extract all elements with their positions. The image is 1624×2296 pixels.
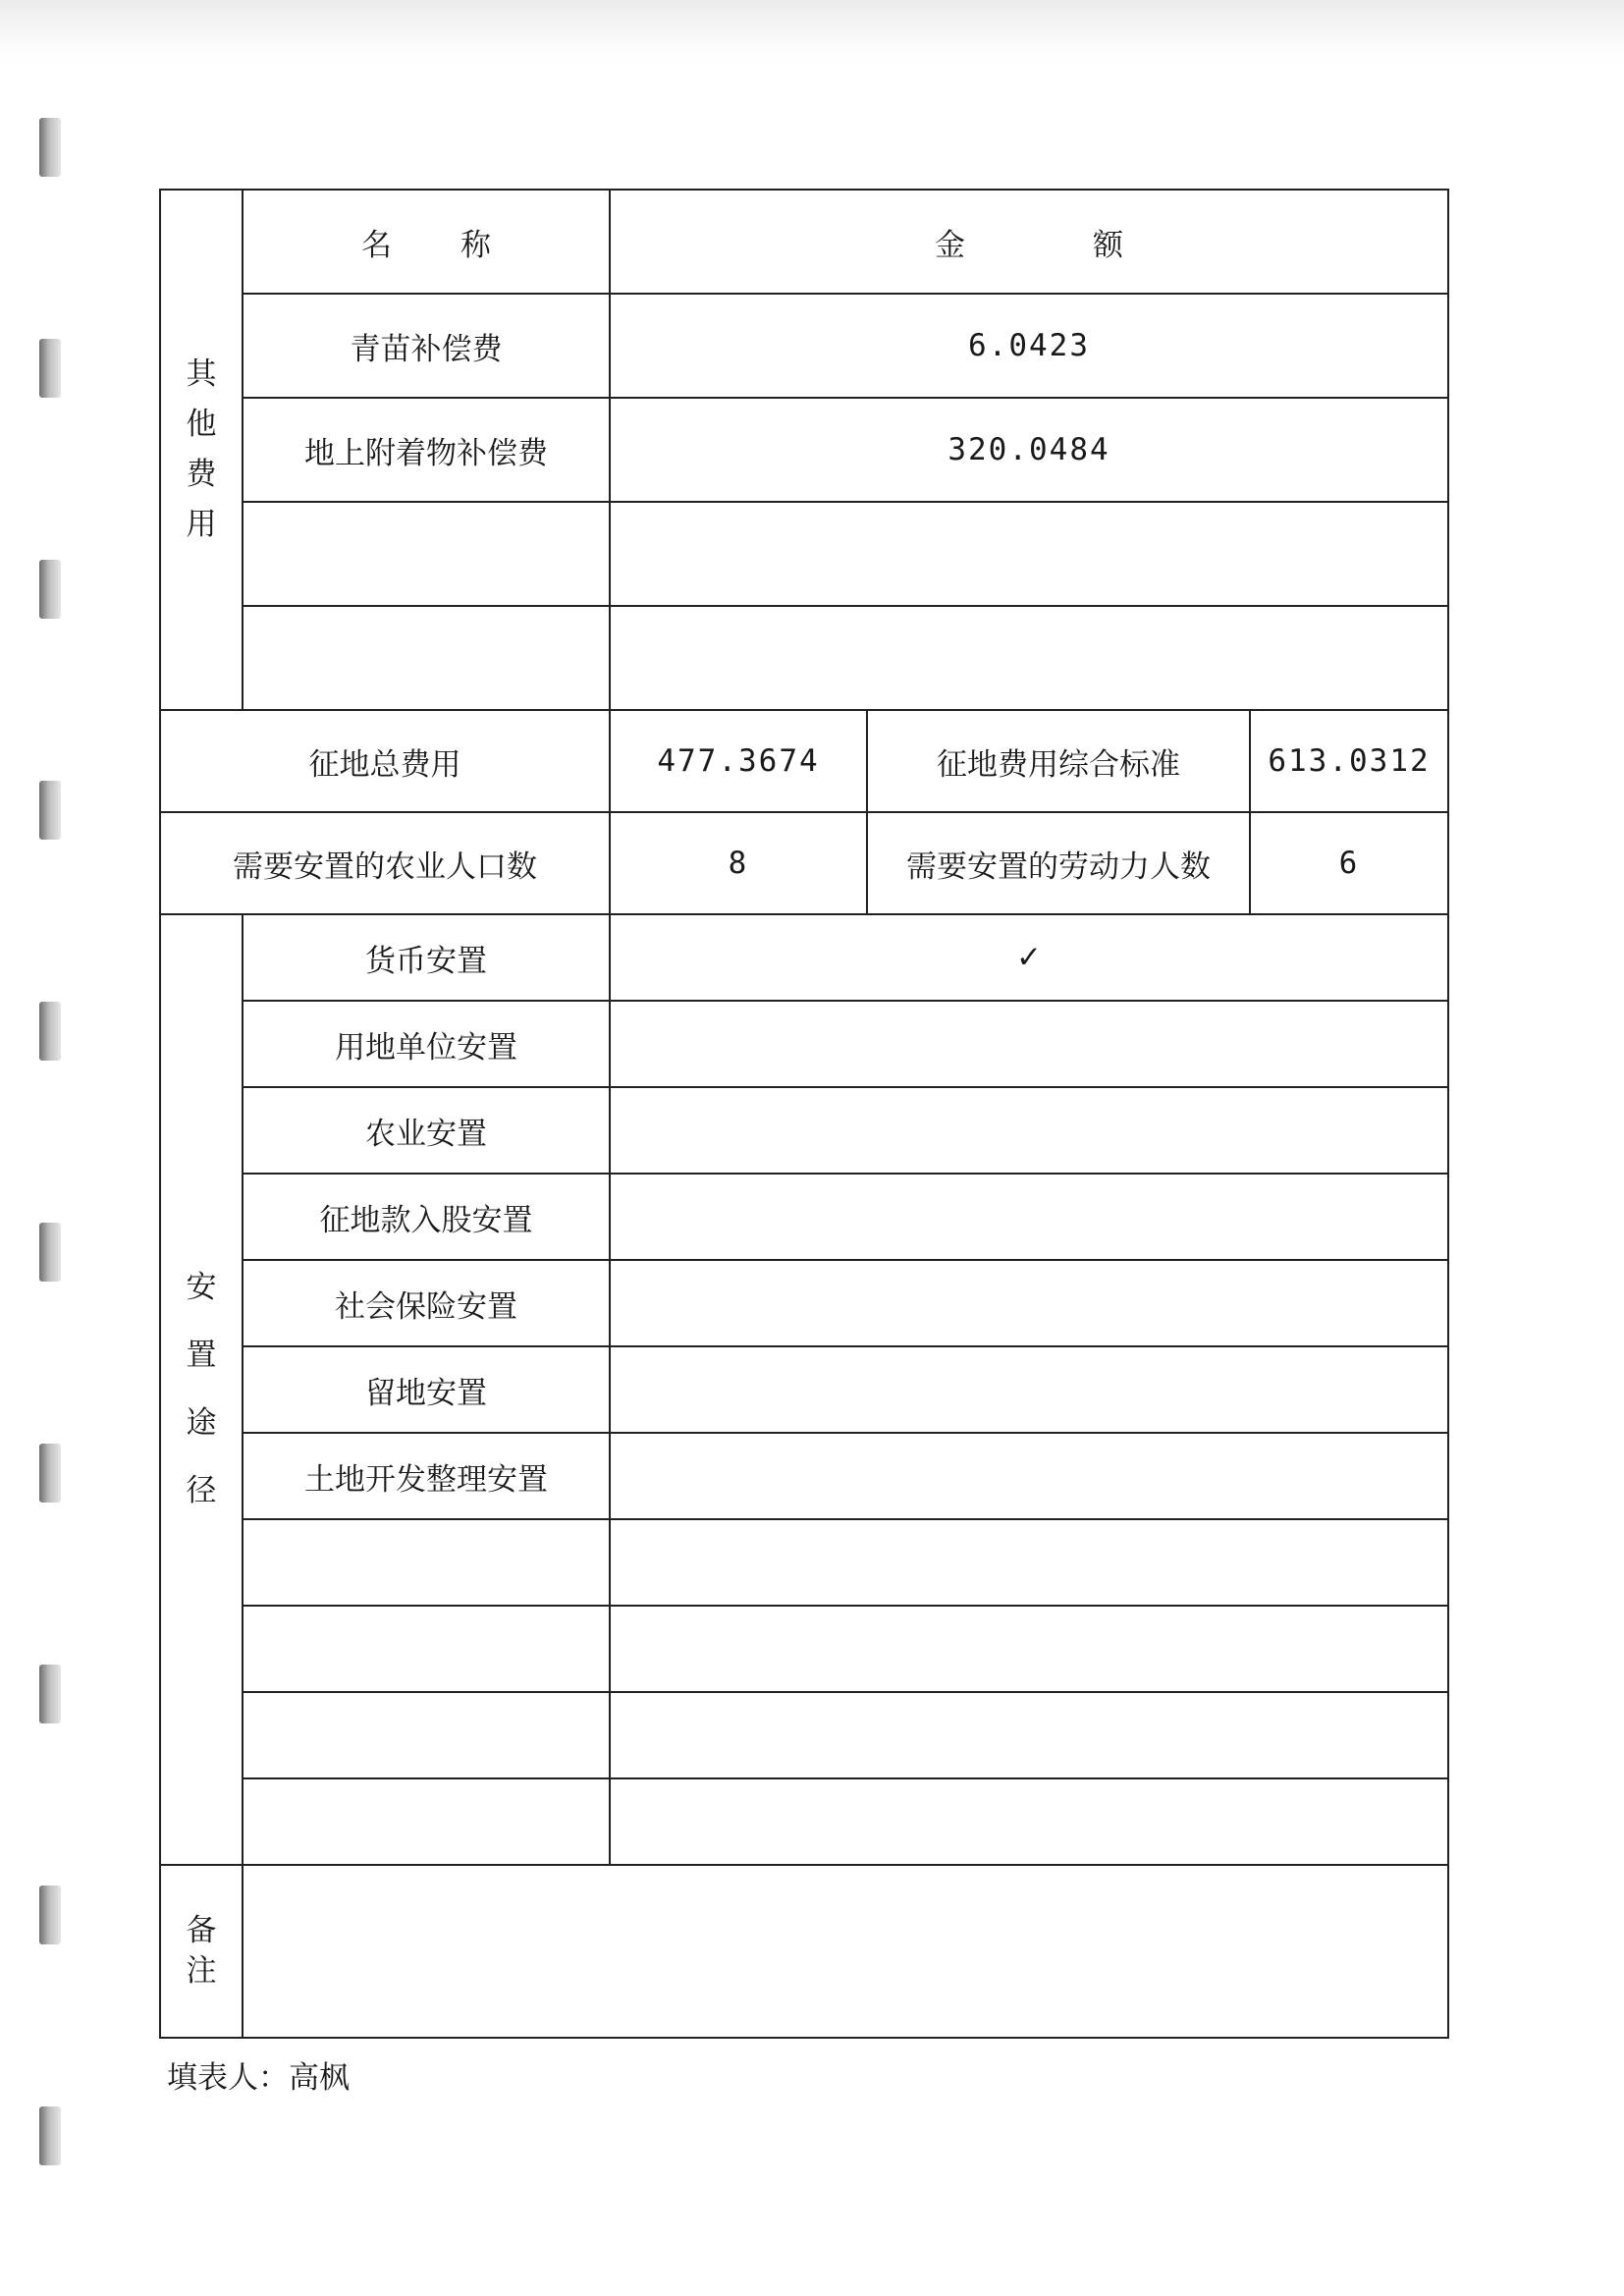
settlement-method-name[interactable] [243, 1778, 610, 1865]
binder-hole-mark [39, 339, 61, 398]
settlement-row [160, 1433, 1448, 1519]
farm-population-label: 需要安置的农业人口数 [160, 812, 610, 914]
total-cost-label: 征地总费用 [160, 710, 610, 812]
binder-hole-mark [39, 781, 61, 840]
fee-name[interactable] [243, 502, 610, 606]
settlement-method-name[interactable] [243, 1519, 610, 1606]
other-fee-row [160, 294, 1448, 398]
fee-amount[interactable]: 320.0484 [610, 398, 1448, 502]
settlement-row [160, 914, 1448, 1001]
remarks-section-label: 备 注 [160, 1865, 243, 2038]
binder-hole-mark [39, 1665, 61, 1723]
land-acquisition-form-table [159, 189, 1449, 2039]
settlement-method-name: 征地款入股安置 [243, 1174, 610, 1260]
settlement-check-mark[interactable] [610, 1346, 1448, 1433]
settlement-row [160, 1346, 1448, 1433]
farm-population-value[interactable]: 8 [610, 812, 867, 914]
scan-shadow [0, 0, 1624, 59]
settlement-method-name: 社会保险安置 [243, 1260, 610, 1346]
settlement-method-name[interactable] [243, 1692, 610, 1778]
settlement-row [160, 1692, 1448, 1778]
name-column-header: 名称 [243, 190, 610, 294]
settlement-check-mark[interactable] [610, 1174, 1448, 1260]
binder-hole-mark [39, 1223, 61, 1282]
settlement-check-mark[interactable] [610, 1692, 1448, 1778]
total-cost-row [160, 710, 1448, 812]
settlement-check-mark[interactable] [610, 1087, 1448, 1174]
settlement-method-name: 用地单位安置 [243, 1001, 610, 1087]
settlement-method-name: 留地安置 [243, 1346, 610, 1433]
labor-count-value[interactable]: 6 [1250, 812, 1448, 914]
form-filler-signature: 填表人：高枫 [167, 2060, 350, 2096]
settlement-check-mark[interactable] [610, 1519, 1448, 1606]
settlement-section-label: 安 置 途 径 [160, 914, 243, 1865]
settlement-row [160, 1519, 1448, 1606]
cost-standard-label: 征地费用综合标准 [867, 710, 1250, 812]
population-row [160, 812, 1448, 914]
amount-column-header: 金额 [610, 190, 1448, 294]
settlement-row [160, 1606, 1448, 1692]
remarks-content[interactable] [243, 1865, 1448, 2038]
binder-hole-mark [39, 1002, 61, 1061]
fee-amount[interactable]: 6.0423 [610, 294, 1448, 398]
labor-count-label: 需要安置的劳动力人数 [867, 812, 1250, 914]
binder-hole-mark [39, 118, 61, 177]
other-fee-row [160, 398, 1448, 502]
settlement-row [160, 1174, 1448, 1260]
fee-name[interactable] [243, 606, 610, 710]
settlement-row [160, 1778, 1448, 1865]
binder-hole-mark [39, 1444, 61, 1503]
fee-name: 地上附着物补偿费 [243, 398, 610, 502]
settlement-method-name[interactable] [243, 1606, 610, 1692]
fee-amount[interactable] [610, 502, 1448, 606]
other-fee-row [160, 502, 1448, 606]
other-fees-section-label: 其 他 费 用 [160, 190, 243, 710]
binder-hole-mark [39, 2106, 61, 2165]
other-fees-header-row [160, 190, 1448, 294]
settlement-method-name: 土地开发整理安置 [243, 1433, 610, 1519]
settlement-row [160, 1001, 1448, 1087]
settlement-check-mark[interactable] [610, 1001, 1448, 1087]
other-fee-row [160, 606, 1448, 710]
settlement-check-mark[interactable] [610, 1433, 1448, 1519]
fee-name: 青苗补偿费 [243, 294, 610, 398]
remarks-row [160, 1865, 1448, 2038]
binder-hole-mark [39, 1886, 61, 1944]
cost-standard-value[interactable]: 613.0312 [1250, 710, 1448, 812]
total-cost-value[interactable]: 477.3674 [610, 710, 867, 812]
settlement-check-mark[interactable] [610, 1778, 1448, 1865]
settlement-row [160, 1260, 1448, 1346]
settlement-check-mark[interactable] [610, 1606, 1448, 1692]
binder-hole-mark [39, 560, 61, 619]
fee-amount[interactable] [610, 606, 1448, 710]
settlement-method-name: 货币安置 [243, 914, 610, 1001]
settlement-check-mark[interactable] [610, 1260, 1448, 1346]
settlement-row [160, 1087, 1448, 1174]
settlement-check-mark[interactable]: ✓ [610, 914, 1448, 1001]
settlement-method-name: 农业安置 [243, 1087, 610, 1174]
